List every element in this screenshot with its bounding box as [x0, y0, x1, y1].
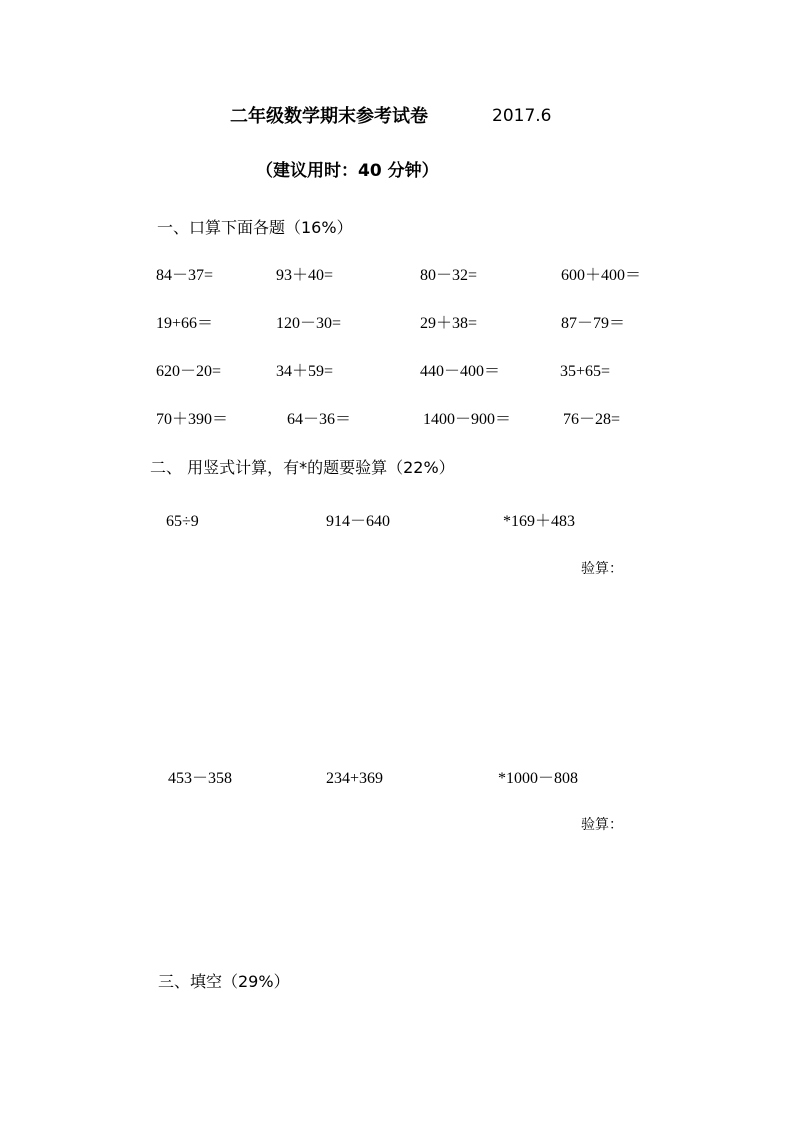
oral-problem: 80－32=	[420, 267, 478, 284]
oral-problem: 34＋59=	[276, 363, 334, 380]
section-1-title: 一、口算下面各题（16%）	[157, 218, 353, 237]
suggested-time: （建议用时：40 分钟）	[256, 161, 439, 181]
written-problem: 914－640	[326, 513, 391, 530]
oral-problem: 29＋38=	[420, 315, 478, 332]
oral-problem: 93＋40=	[276, 267, 334, 284]
oral-problem: 440－400＝	[420, 363, 501, 380]
oral-problem: 120－30=	[276, 315, 342, 332]
written-problem: 453－358	[168, 770, 233, 787]
written-problem: *1000－808	[498, 770, 579, 787]
exam-title: 二年级数学期末参考试卷	[230, 106, 428, 127]
written-problem: 234+369	[326, 770, 384, 787]
oral-problem: 76－28=	[563, 411, 621, 428]
check-label: 验算：	[581, 561, 623, 577]
oral-problem: 64－36＝	[287, 411, 352, 428]
oral-problem: 600＋400＝	[561, 267, 642, 284]
exam-date: 2017.6	[492, 106, 552, 126]
oral-problem: 620－20=	[156, 363, 222, 380]
written-problem: 65÷9	[166, 513, 199, 530]
oral-problem: 1400－900＝	[423, 411, 512, 428]
oral-problem: 35+65=	[560, 363, 611, 380]
section-3-title: 三、填空（29%）	[158, 972, 290, 991]
oral-problem: 19+66＝	[156, 315, 214, 332]
oral-problem: 84－37=	[156, 267, 214, 284]
oral-problem: 87－79＝	[561, 315, 626, 332]
check-label: 验算：	[581, 817, 623, 833]
oral-problem: 70＋390＝	[156, 411, 229, 428]
section-2-title: 二、 用竖式计算，有*的题要验算（22%）	[150, 458, 455, 477]
written-problem: *169＋483	[503, 513, 576, 530]
